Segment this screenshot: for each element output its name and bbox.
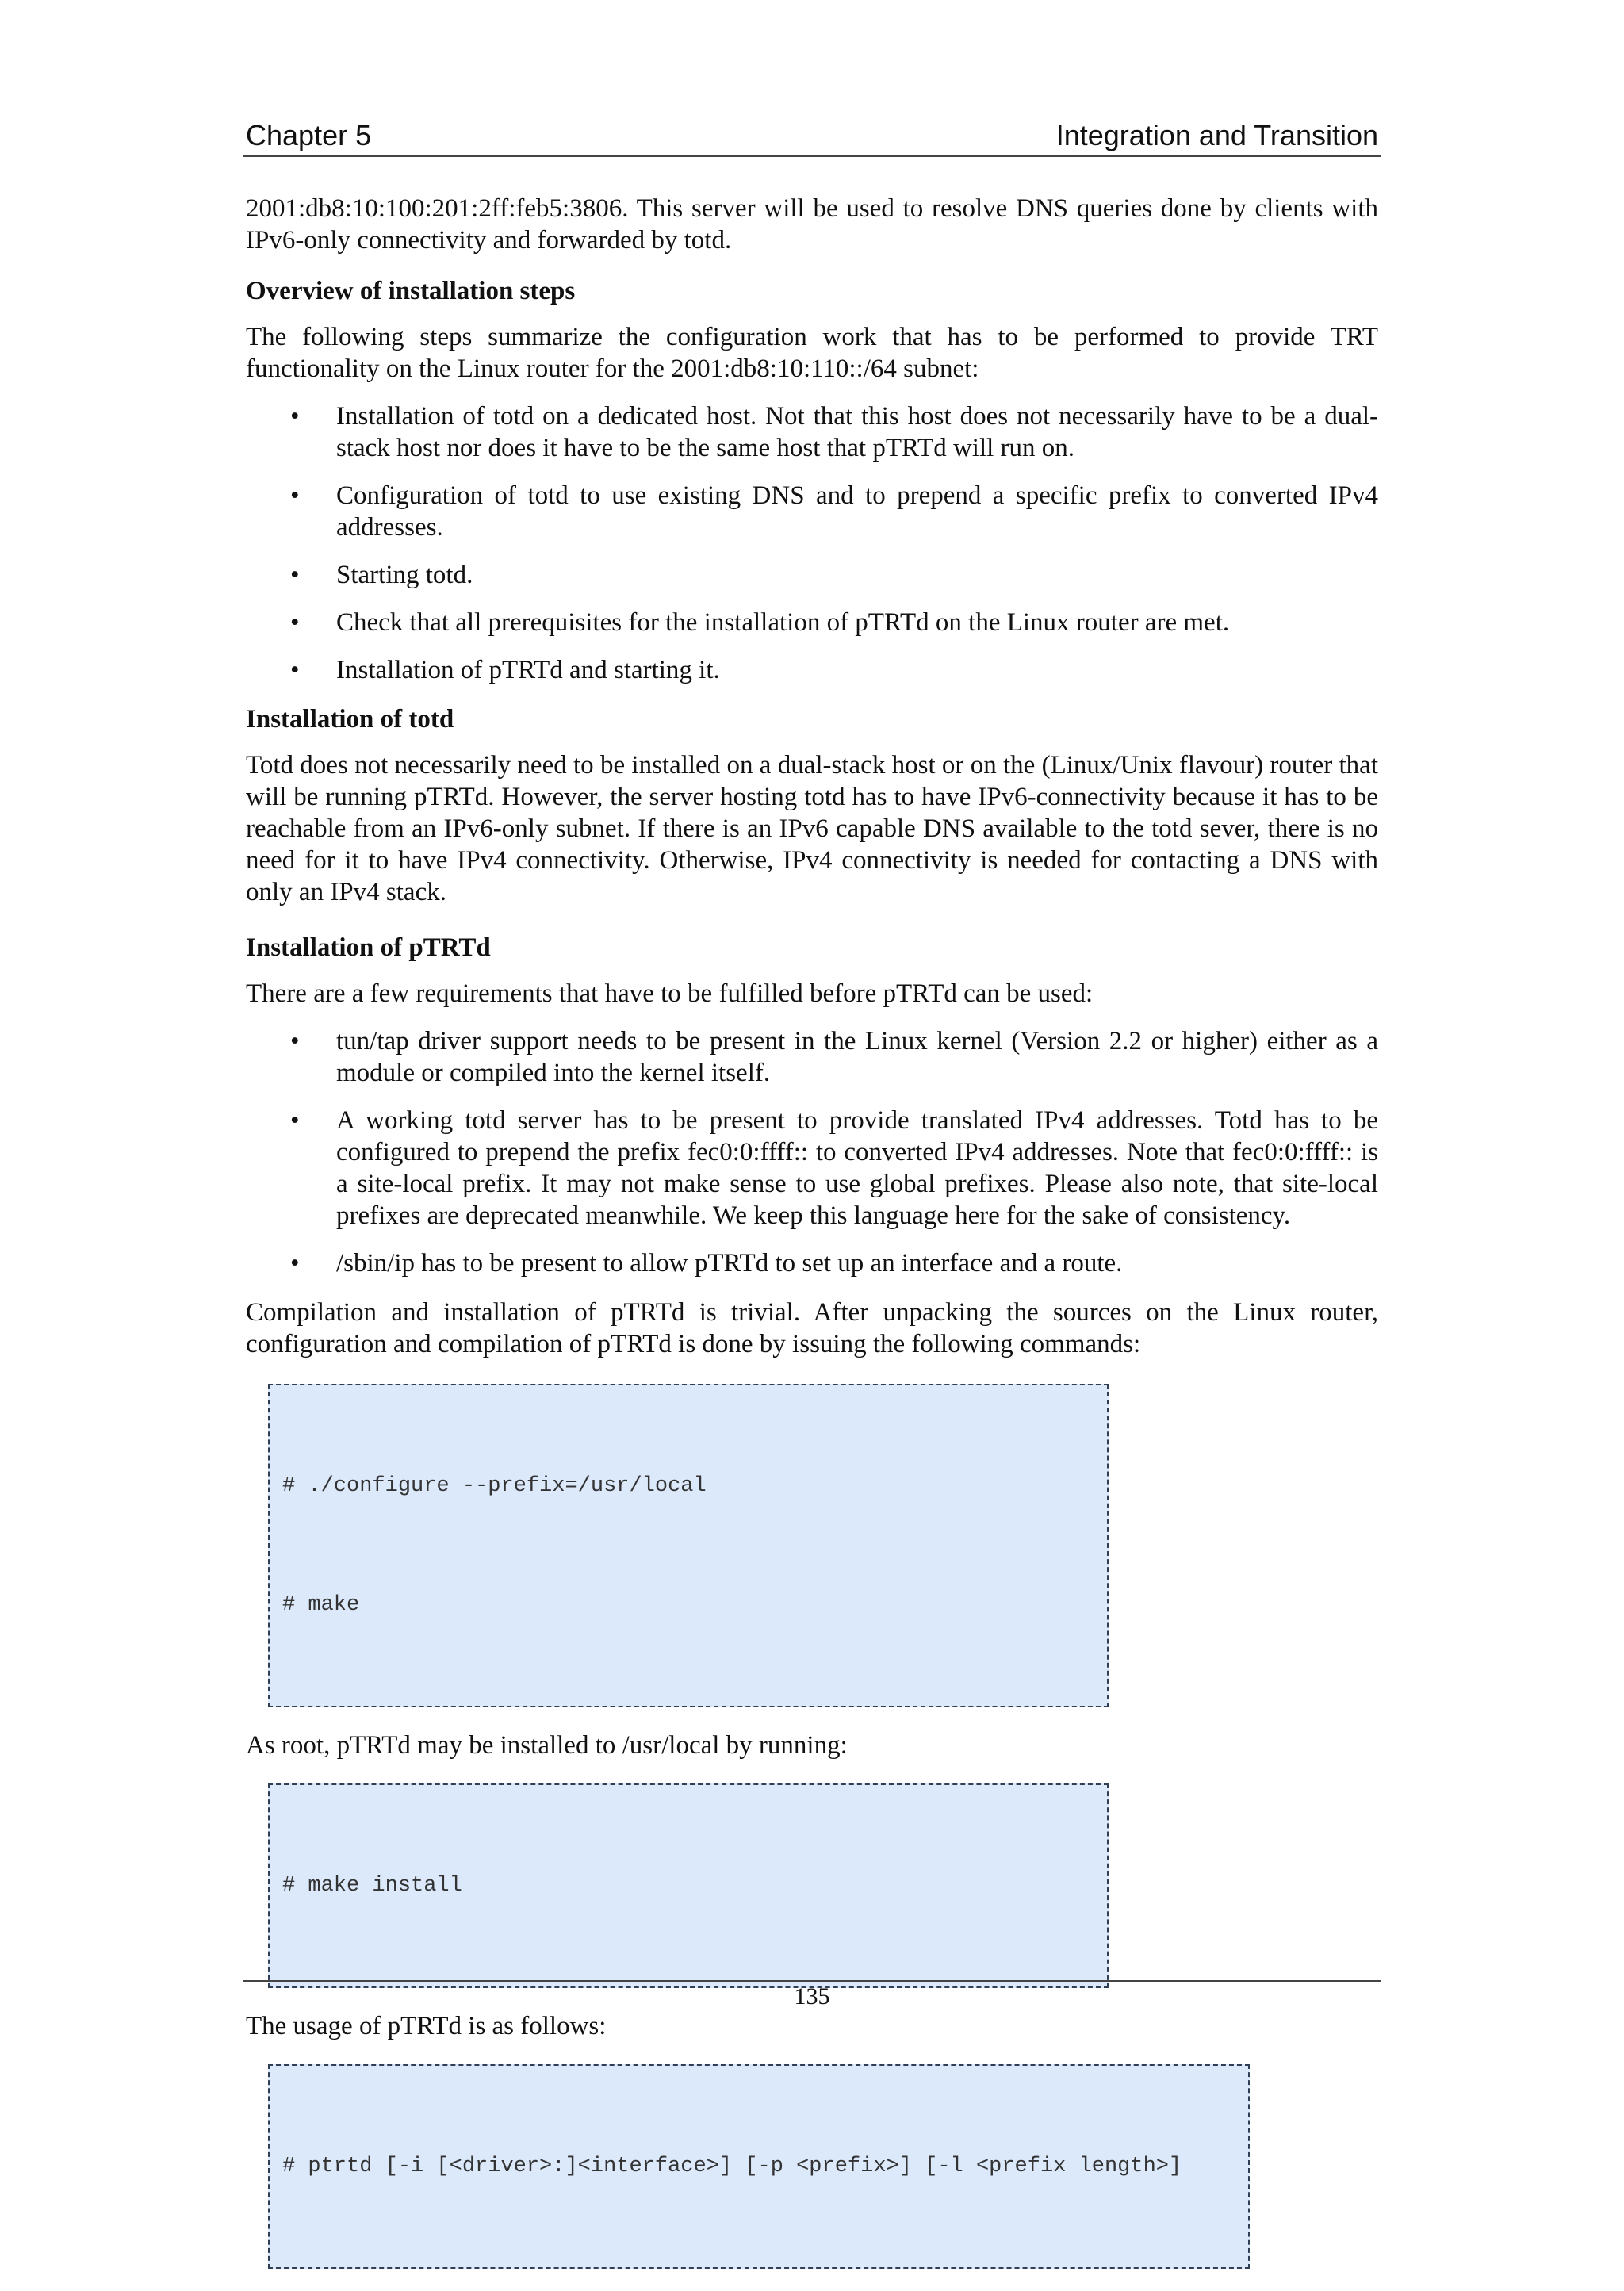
compile-paragraph: Compilation and installation of pTRTd is trivial. After unpacking the sources on the Linux router, configuration and compilation of pTRTd is done by issuing the following commands:: [246, 1298, 1378, 1358]
list-item-text: A working totd server has to be present to provide translated IPv4 addresses. Totd has to be configured to prepend the prefix fec0:0:ffff:: to converted IPv4 addresses. Note that fec0:0:ffff:: is a site-local prefix. It may not make sense to use global prefixes. Please also note, that site-local prefixes are deprecated meanwhile. We keep this language here for the sake of consistency.: [336, 1106, 1378, 1230]
ptrtd-paragraph: There are a few requirements that have to be fulfilled before pTRTd can be used:: [246, 979, 1094, 1008]
overview-paragraph: The following steps summarize the configuration work that has to be performed to provide TRT functionality on the Linux router for the 2001:db8:10:110::/64 subnet:: [246, 323, 1378, 383]
page-number: 135: [794, 1983, 830, 2009]
bullet-icon: •: [290, 402, 300, 431]
list-item: [246, 400, 1378, 464]
bullet-icon: •: [290, 1249, 300, 1278]
intro-paragraph: 2001:db8:10:100:201:2ff:feb5:3806. This server will be used to resolve DNS queries done by clients with IPv6-only connectivity and forwarded by totd.: [246, 194, 1378, 255]
page-content: [246, 193, 1378, 2291]
bullet-icon: •: [290, 561, 300, 589]
bullet-icon: •: [290, 481, 300, 510]
totd-heading: Installation of totd: [246, 705, 454, 734]
list-item-text: Starting totd.: [336, 561, 473, 589]
usage-paragraph: The usage of pTRTd is as follows:: [246, 2012, 607, 2040]
page-footer: [243, 1980, 1381, 2010]
chapter-title: Integration and Transition: [1055, 119, 1378, 151]
list-item: [246, 607, 1378, 638]
list-item: [246, 480, 1378, 543]
code-line: # ptrtd [-i [<driver>:]<interface>] [-p <prefix>] [-l <prefix length>]: [282, 2155, 1182, 2178]
code-line: # ./configure --prefix=/usr/local: [282, 1474, 707, 1498]
list-item: [246, 1105, 1378, 1232]
bullet-icon: •: [290, 608, 300, 637]
list-item-text: Check that all prerequisites for the installation of pTRTd on the Linux router are met.: [336, 608, 1230, 637]
list-item-text: Installation of totd on a dedicated host. Not that this host does not necessarily have to be a dual-stack host nor does it have to be the same host that pTRTd will run on.: [336, 402, 1378, 462]
requirements-list: [246, 1025, 1378, 1279]
list-item-text: Installation of pTRTd and starting it.: [336, 656, 720, 684]
overview-list: [246, 400, 1378, 686]
list-item-text: /sbin/ip has to be present to allow pTRTd to set up an interface and a route.: [336, 1249, 1123, 1278]
bullet-icon: •: [290, 1027, 300, 1055]
document-page: [246, 0, 1378, 2178]
chapter-label: Chapter 5: [246, 119, 372, 151]
code-block-install: [268, 1783, 1109, 1988]
bullet-icon: •: [290, 656, 300, 684]
code-block-configure: [268, 1384, 1109, 1707]
overview-heading: Overview of installation steps: [246, 277, 576, 305]
list-item: [246, 1247, 1378, 1279]
list-item-text: tun/tap driver support needs to be present in the Linux kernel (Version 2.2 or higher) either as a module or compiled into the kernel itself.: [336, 1027, 1378, 1087]
code-line: # make install: [282, 1874, 462, 1898]
list-item: [246, 654, 1378, 686]
code-block-usage: [268, 2064, 1250, 2269]
list-item-text: Configuration of totd to use existing DNS and to prepend a specific prefix to converted IPv4 addresses.: [336, 481, 1378, 542]
list-item: [246, 559, 1378, 591]
list-item: [246, 1025, 1378, 1089]
code-line: # make: [282, 1593, 360, 1617]
bullet-icon: •: [290, 1106, 300, 1135]
page-header: [243, 117, 1381, 157]
install-paragraph: As root, pTRTd may be installed to /usr/local by running:: [246, 1731, 848, 1760]
totd-paragraph: Totd does not necessarily need to be installed on a dual-stack host or on the (Linux/Unix flavour) router that will be running pTRTd. However, the server hosting totd has to have IPv6-connectivity because it has to be reachable from an IPv6-only subnet. If there is an IPv6 capable DNS available to the totd sever, there is no need for it to have IPv4 connectivity. Otherwise, IPv4 connectivity is needed for contacting a DNS with only an IPv4 stack.: [246, 751, 1378, 906]
ptrtd-heading: Installation of pTRTd: [246, 933, 491, 962]
